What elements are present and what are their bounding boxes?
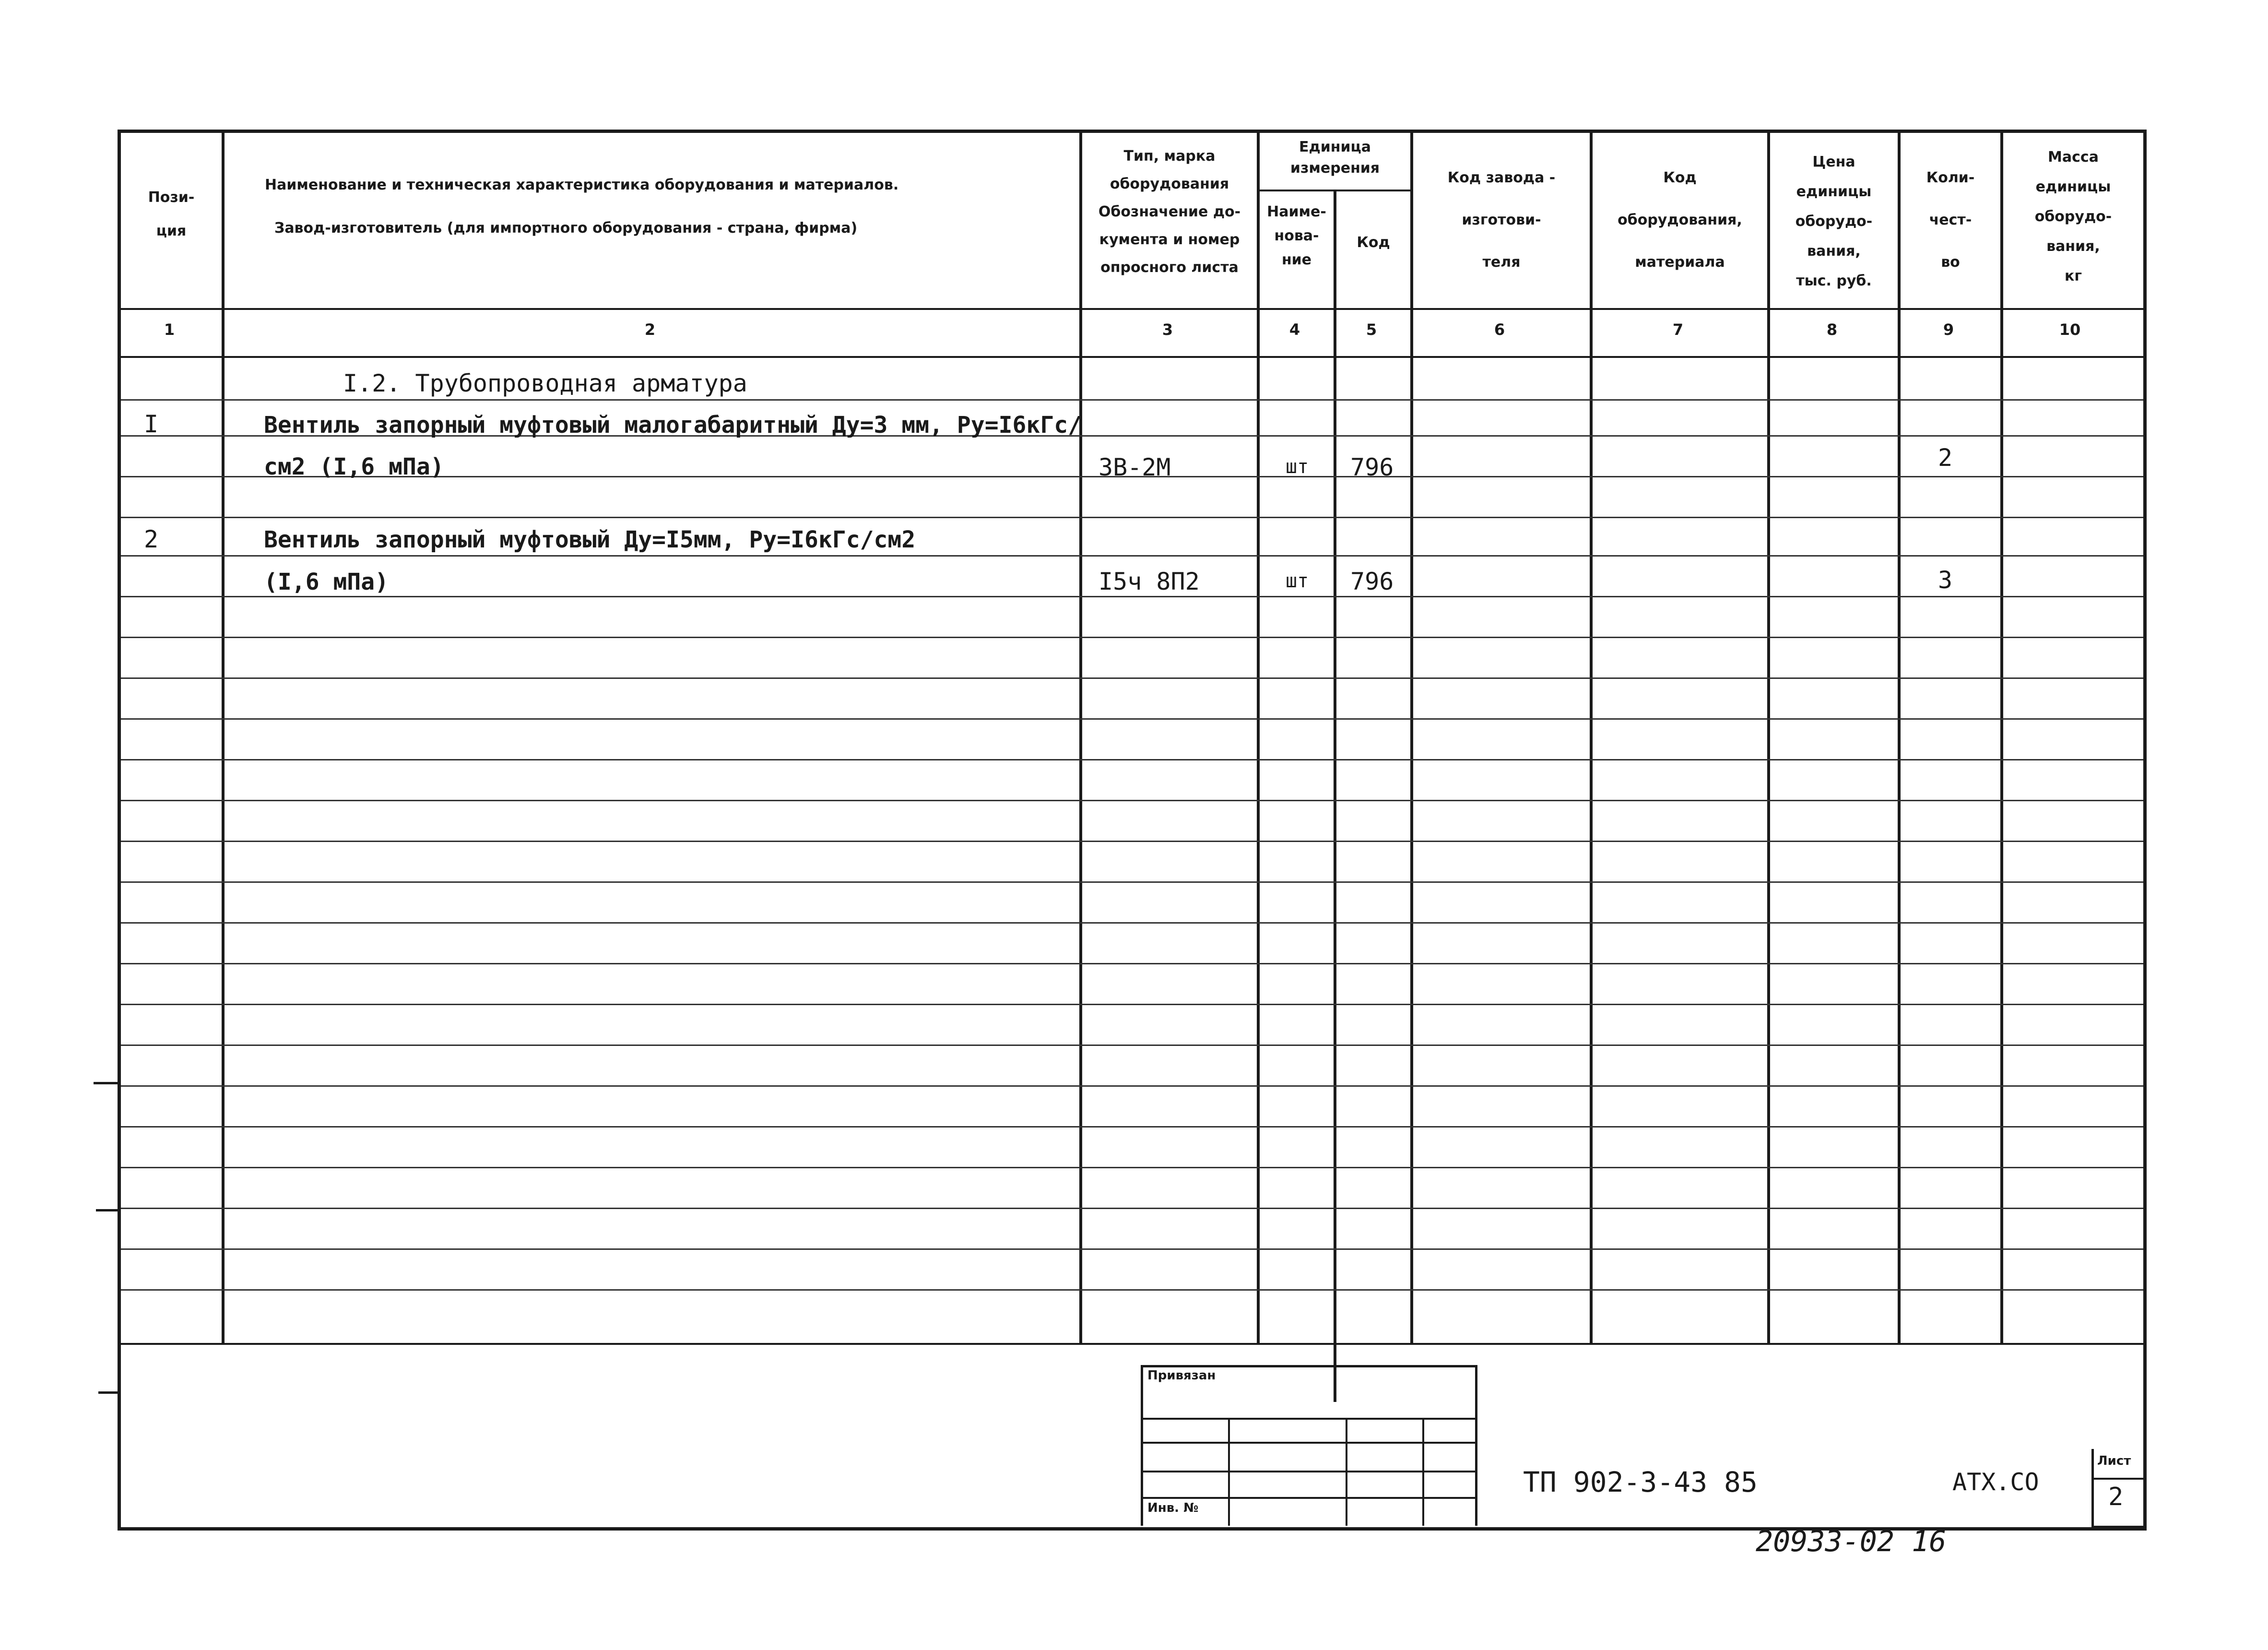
col-number: 10 — [2059, 321, 2081, 339]
col-number: 6 — [1494, 321, 1505, 339]
row-position: I — [144, 410, 159, 438]
row-line — [121, 555, 2143, 557]
col-number: 2 — [644, 321, 656, 339]
row-unit: шт — [1286, 456, 1309, 478]
header-factory-code: Код завода - изготови- теля — [1447, 169, 1556, 271]
col-number: 9 — [1943, 321, 1954, 339]
row-unit-code: 796 — [1350, 453, 1394, 481]
header-position: Пози- ция — [148, 189, 195, 239]
section-title: I.2. Трубопроводная арматура — [343, 369, 747, 397]
row-position: 2 — [144, 525, 159, 553]
row-line — [121, 1289, 2143, 1291]
title-block-col — [1346, 1418, 1347, 1526]
document-code: ТП 902-3-43 85 — [1523, 1466, 1758, 1498]
header-equipment-code: Код оборудования, материала — [1618, 169, 1742, 271]
row-line — [121, 1248, 2143, 1250]
col-divider — [222, 133, 224, 1344]
margin-tick — [96, 1209, 120, 1211]
header-quantity: Коли- чест- во — [1926, 169, 1975, 271]
title-block-right — [1475, 1365, 1477, 1526]
col-number: 4 — [1289, 321, 1300, 339]
row-type: 3В-2М — [1099, 453, 1171, 481]
row-line — [121, 637, 2143, 638]
col-divider — [2000, 133, 2003, 1344]
row-quantity: 2 — [1938, 444, 1953, 472]
col-divider — [1898, 133, 1901, 1344]
row-unit-code: 796 — [1350, 568, 1394, 595]
row-name-line2: (I,6 мПа) — [264, 569, 389, 595]
title-block-left — [1141, 1365, 1143, 1526]
sheet-label: Лист — [2097, 1454, 2131, 1468]
col-number: 1 — [164, 321, 175, 339]
col-divider — [1079, 133, 1082, 1344]
row-line — [121, 399, 2143, 401]
title-block-col — [1228, 1418, 1230, 1526]
title-block-col — [1422, 1418, 1424, 1526]
row-name-line1: Вентиль запорный муфтовый малогабаритный Ду=3 мм, Ру=I6кГс/ — [264, 412, 1082, 439]
document-mark: АТХ.СО — [1952, 1468, 2039, 1496]
sheet-box-bottom — [2091, 1526, 2144, 1528]
title-block-line — [1141, 1471, 1477, 1472]
row-line — [121, 881, 2143, 883]
sheet-box-divider — [2091, 1478, 2144, 1480]
row-line — [121, 800, 2143, 801]
col-number: 3 — [1162, 321, 1173, 339]
header-name-line2: Завод-изготовитель (для импортного оборудования - страна, фирма) — [274, 220, 858, 237]
row-line — [121, 1045, 2143, 1046]
col-number-line — [121, 356, 2143, 358]
col-divider — [1590, 133, 1593, 1344]
col-number: 7 — [1672, 321, 1684, 339]
header-unit-code: Код — [1357, 234, 1390, 251]
row-unit: шт — [1286, 570, 1309, 592]
header-mass: Масса единицы оборудо- вания, кг — [2034, 149, 2112, 285]
col-divider — [1767, 133, 1770, 1344]
row-line — [121, 517, 2143, 518]
col-divider — [1410, 133, 1413, 1344]
row-line — [121, 922, 2143, 924]
title-block-line — [1141, 1418, 1477, 1420]
row-name-line2: см2 (I,6 мПа) — [264, 453, 444, 480]
col-number: 5 — [1366, 321, 1377, 339]
spec-sheet — [118, 130, 2147, 1531]
row-line — [121, 759, 2143, 760]
row-type: I5ч 8П2 — [1099, 568, 1200, 595]
row-line — [121, 1085, 2143, 1087]
header-bottom-line — [121, 308, 2143, 310]
margin-tick — [98, 1391, 120, 1394]
archive-number: 20933-02 16 — [1756, 1525, 1947, 1558]
sheet-number: 2 — [2108, 1483, 2124, 1511]
col-number: 8 — [1826, 321, 1838, 339]
privyazan-label: Привязан — [1147, 1368, 1216, 1383]
col-divider — [1334, 190, 1336, 1402]
table-bottom-line — [121, 1343, 2143, 1345]
header-price: Цена единицы оборудо- вания, тыс. руб. — [1795, 154, 1873, 289]
col-divider — [1257, 133, 1260, 1344]
inventory-number-label: Инв. № — [1147, 1501, 1199, 1515]
row-line — [121, 841, 2143, 842]
title-block-top — [1141, 1365, 1477, 1367]
header-name-line1: Наименование и техническая характеристика оборудования и материалов. — [265, 177, 899, 193]
title-block-line — [1141, 1497, 1477, 1499]
row-line — [121, 1126, 2143, 1128]
header-subdivider — [1257, 190, 1413, 191]
row-line — [121, 1004, 2143, 1005]
row-line — [121, 963, 2143, 964]
row-line — [121, 677, 2143, 679]
title-block-line — [1141, 1442, 1477, 1444]
row-line — [121, 596, 2143, 597]
row-name-line1: Вентиль запорный муфтовый Ду=I5мм, Ру=I6кГс/см2 — [264, 526, 916, 553]
sheet-box-left — [2091, 1449, 2094, 1528]
header-unit-name: Наиме- нова- ние — [1267, 203, 1326, 268]
row-line — [121, 718, 2143, 720]
header-type: Тип, марка оборудования Обозначение до- кумента и номер опросного листа — [1098, 148, 1241, 276]
row-line — [121, 1167, 2143, 1168]
header-unit-group: Единица измерения — [1290, 139, 1380, 177]
row-quantity: 3 — [1938, 566, 1953, 594]
margin-tick — [94, 1082, 120, 1084]
row-line — [121, 1208, 2143, 1209]
